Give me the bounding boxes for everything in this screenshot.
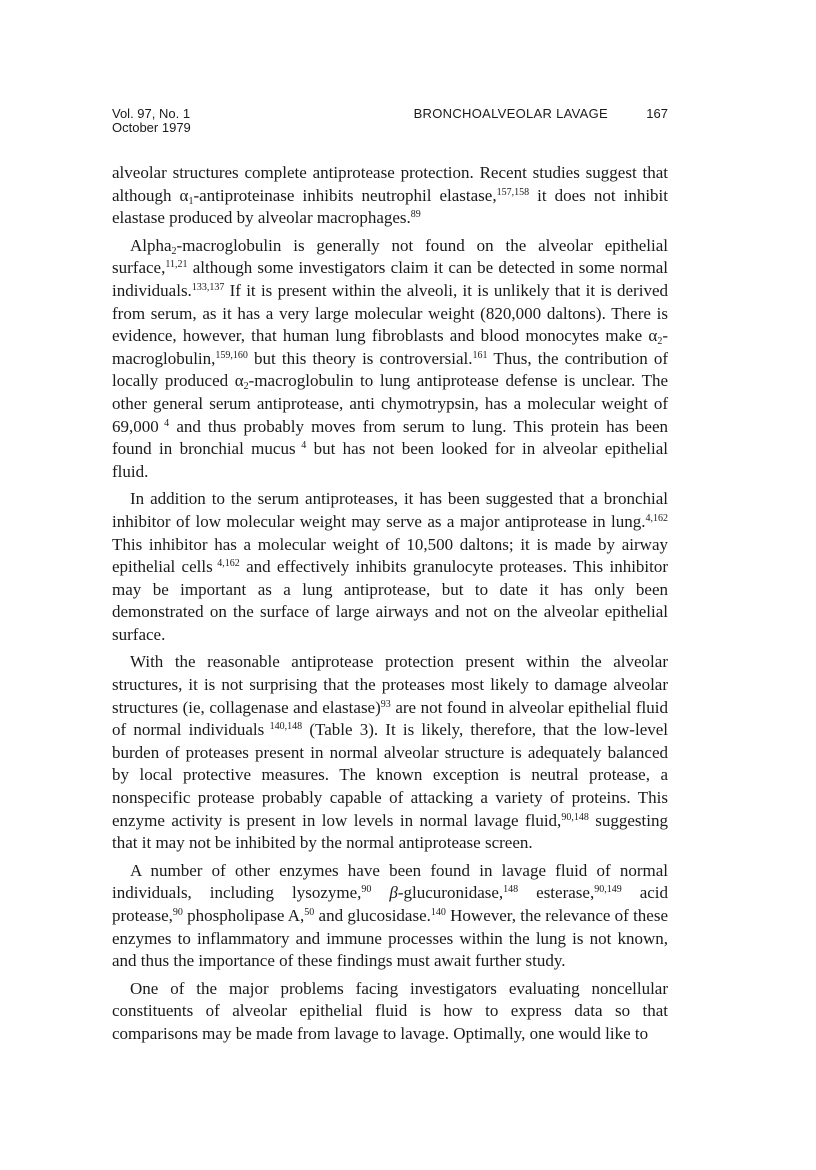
volume-number: Vol. 97, No. 1	[112, 106, 191, 121]
article-body	[112, 162, 668, 1051]
running-title: BRONCHOALVEOLAR LAVAGE	[413, 106, 608, 121]
paragraph-continuation: alveolar structures complete antiprotease protection. Recent studies suggest that although $\alpha_1$-antiproteinase inhibits neutrophil elastase,$^{157,158}$ it does not inhibit elastase produced by alveolar macrophages.$^{89}$	[112, 163, 668, 228]
paragraph-bronchial-inhibitor: In addition to the serum antiproteases, it has been suggested that a bronchial inhibitor of low molecular weight may serve as a major antiprotease in lung.$^{4,162}$ This inhibitor has a molecular weight of 10,500 daltons; it is made by airway epithelial cells $^{4,162}$ and effectively inhibits granulocyte proteases. This inhibitor may be important as a lung antiprotease, but to date it has only been demonstrated on the surface of large airways and not on the alveolar epithelial surface.	[112, 489, 669, 644]
paragraph-data-expression: One of the major problems facing investigators evaluating noncellular constituents of alveolar epithelial fluid is how to express data so that comparisons may be made from lavage to lavage. Optimally, one would like to	[112, 978, 668, 1043]
issue-date: October 1979	[112, 120, 191, 135]
paragraph-alpha2-macroglobulin: Alpha$_2$-macroglobulin is generally not found on the alveolar epithelial surface,$^{11,21}$ although some investigators claim it can be detected in some normal individuals.$^{133,137}$ If it is present within the alveoli, it is unlikely that it is derived from serum, as it has a very large molecular weight (820,000 daltons). There is evidence, however, that human lung fibroblasts and blood monocytes make $\alpha_2-macroglobulin,^{159,160}$ but this theory is controversial.$^{161}$ Thus, the contribution of locally produced $\alpha_2$-macroglobulin to lung antiprotease defense is unclear. The other general serum antiprotease, anti chymotrypsin, has a molecular weight of 69,000 $^4$ and thus probably moves from serum to lung. This protein has been found in bronchial mucus $^4$ but has not been looked for in alveolar epithelial fluid.	[112, 235, 669, 481]
journal-issue-info	[112, 107, 191, 135]
paragraph-other-enzymes: A number of other enzymes have been found in lavage fluid of normal individuals, including lysozyme,$^{90}$ β-glucuronidase,$^{148}$ esterase,$^{90,149}$ acid protease,$^{90}$ phospholipase A,$^{50}$ and glucosidase.$^{140}$ However, the relevance of these enzymes to inflammatory and immune processes within the lung is not known, and thus the importance of these findings must await further study.	[112, 860, 669, 971]
paragraph-protease-protection: With the reasonable antiprotease protection present within the alveolar structures, it is not surprising that the proteases most likely to damage alveolar structures (ie, collagenase and elastase)$^{93}$ are not found in alveolar epithelial fluid of normal individuals $^{140,148}$ (Table 3). It is likely, therefore, that the low-level burden of proteases present in normal alveolar structure is adequately balanced by local protective measures. The known exception is neutral protease, a nonspecific protease probably capable of attacking a variety of proteins. This enzyme activity is present in low levels in normal lavage fluid,$^{90,148}$ suggesting that it may not be inhibited by the normal antiprotease screen.	[112, 652, 669, 853]
page-number: 167	[646, 106, 668, 121]
